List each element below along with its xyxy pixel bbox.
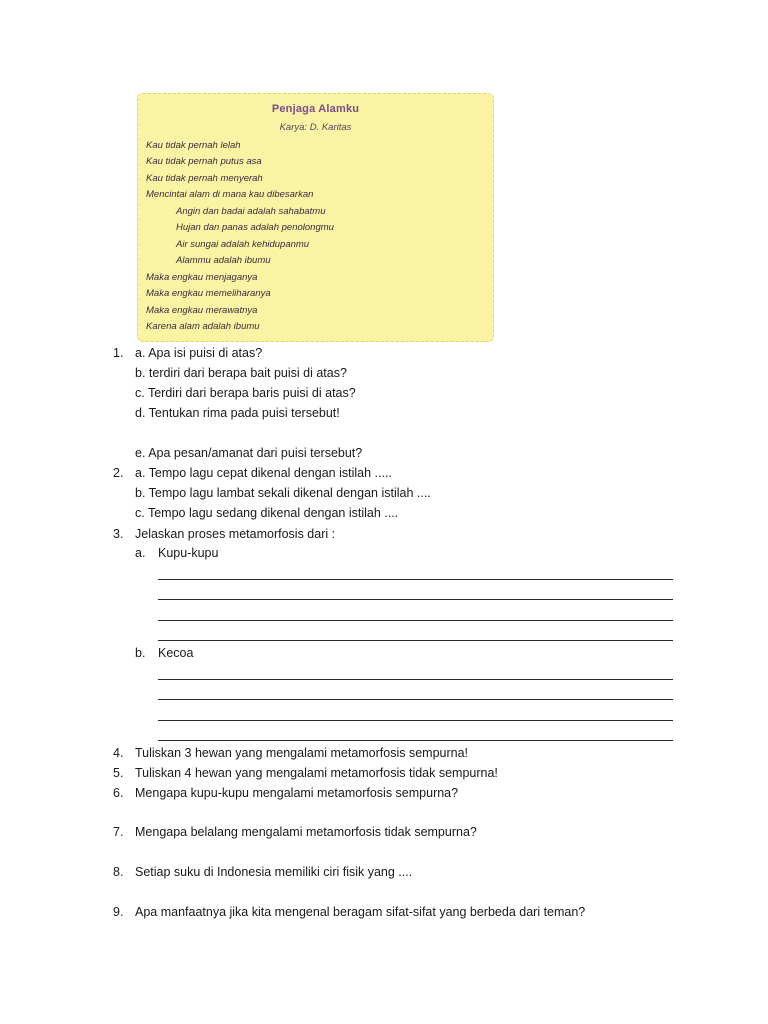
question-2b: b. Tempo lagu lambat sekali dikenal dengan istilah ....	[135, 486, 431, 500]
question-2c: c. Tempo lagu sedang dikenal dengan istilah ....	[135, 506, 399, 520]
answer-line[interactable]	[158, 640, 673, 641]
question-3a-text: Kupu-kupu	[158, 546, 219, 560]
question-number: 9.	[113, 905, 124, 919]
question-number: 8.	[113, 865, 124, 879]
question-3: Jelaskan proses metamorfosis dari :	[135, 527, 336, 541]
question-1a: a. Apa isi puisi di atas?	[135, 346, 263, 360]
poem-line: Kau tidak pernah lelah	[146, 140, 241, 151]
answer-line[interactable]	[158, 720, 673, 721]
question-number: 5.	[113, 766, 124, 780]
question-1d: d. Tentukan rima pada puisi tersebut!	[135, 406, 340, 420]
poem-line: Karena alam adalah ibumu	[146, 321, 260, 332]
question-number: 4.	[113, 746, 124, 760]
question-2a: a. Tempo lagu cepat dikenal dengan istilah .....	[135, 466, 392, 480]
question-number: 1.	[113, 346, 124, 360]
question-4: Tuliskan 3 hewan yang mengalami metamorfosis sempurna!	[135, 746, 469, 760]
question-number: 2.	[113, 466, 124, 480]
answer-line[interactable]	[158, 579, 673, 580]
poem-line: Angin dan badai adalah sahabatmu	[176, 206, 326, 217]
poem-title: Penjaga Alamku	[271, 103, 360, 115]
question-6: Mengapa kupu-kupu mengalami metamorfosis sempurna?	[135, 786, 459, 800]
question-5: Tuliskan 4 hewan yang mengalami metamorfosis tidak sempurna!	[135, 766, 498, 780]
question-9: Apa manfaatnya jika kita mengenal beragam sifat-sifat yang berbeda dari teman?	[135, 905, 586, 919]
question-number: 7.	[113, 825, 124, 839]
poem-line: Maka engkau memeliharanya	[146, 288, 271, 299]
answer-line[interactable]	[158, 699, 673, 700]
poem-line: Hujan dan panas adalah penolongmu	[176, 222, 334, 233]
poem-author: Karya: D. Karitas	[279, 122, 352, 133]
answer-line[interactable]	[158, 679, 673, 680]
question-1e: e. Apa pesan/amanat dari puisi tersebut?	[135, 446, 363, 460]
poem-line: Mencintai alam di mana kau dibesarkan	[146, 189, 314, 200]
poem-line: Air sungai adalah kehidupanmu	[176, 239, 310, 250]
question-number: 3.	[113, 527, 124, 541]
question-7: Mengapa belalang mengalami metamorfosis tidak sempurna?	[135, 825, 477, 839]
poem-line: Maka engkau menjaganya	[146, 272, 258, 283]
question-3b-text: Kecoa	[158, 646, 194, 660]
poem-line: Alammu adalah ibumu	[176, 255, 271, 266]
question-number: 6.	[113, 786, 124, 800]
question-3a-label: a.	[135, 546, 146, 560]
poem-box	[137, 93, 494, 342]
question-8: Setiap suku di Indonesia memiliki ciri fisik yang ....	[135, 865, 413, 879]
question-1b: b. terdiri dari berapa bait puisi di atas?	[135, 366, 347, 380]
poem-line: Kau tidak pernah putus asa	[146, 156, 262, 167]
answer-line[interactable]	[158, 599, 673, 600]
poem-line: Kau tidak pernah menyerah	[146, 173, 263, 184]
answer-line[interactable]	[158, 740, 673, 741]
poem-line: Maka engkau merawatnya	[146, 305, 258, 316]
question-1c: c. Terdiri dari berapa baris puisi di atas?	[135, 386, 356, 400]
answer-line[interactable]	[158, 620, 673, 621]
question-3b-label: b.	[135, 646, 146, 660]
